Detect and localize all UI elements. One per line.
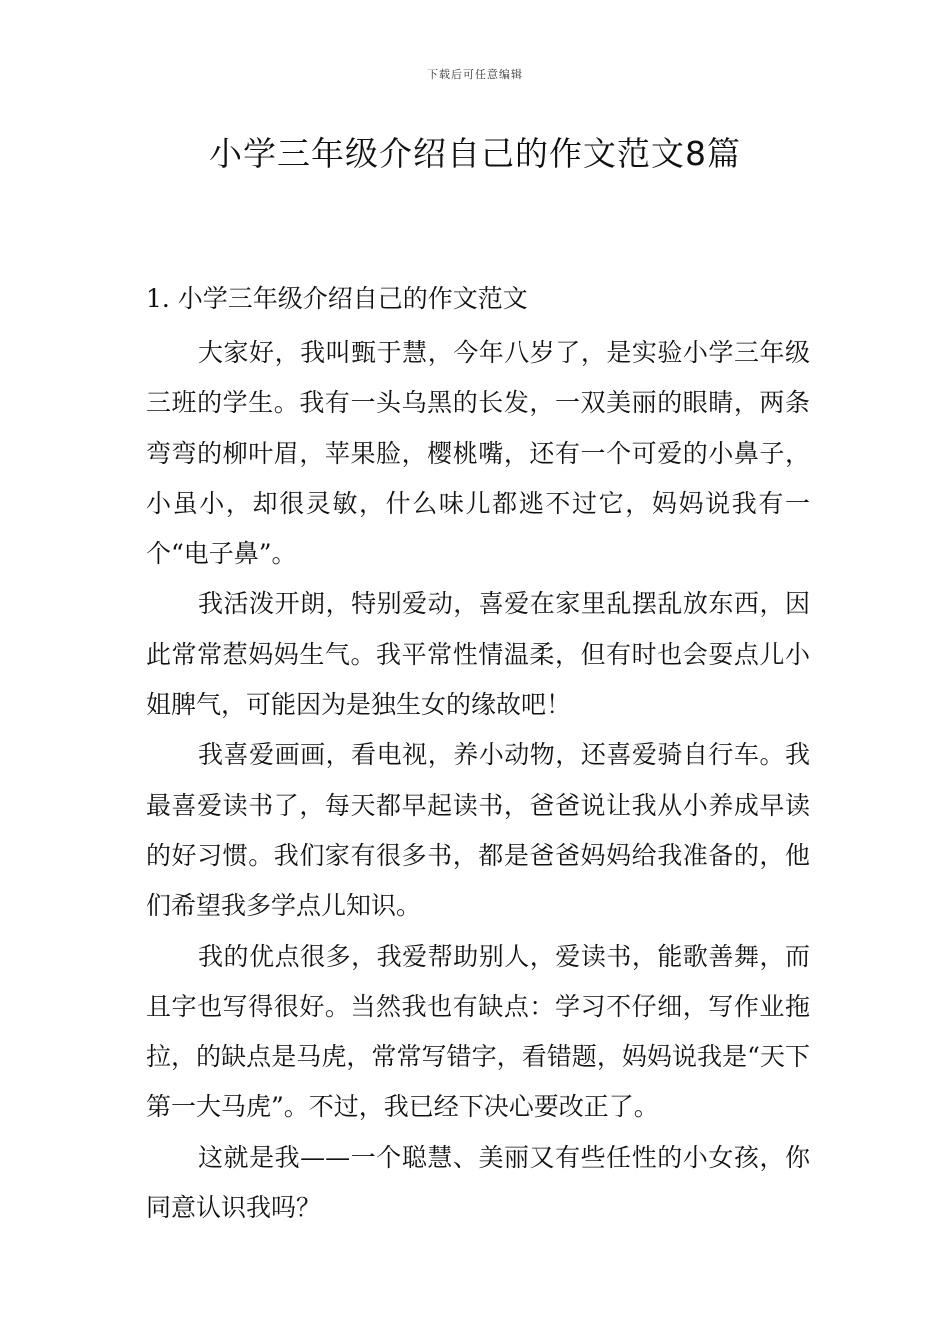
header-note: 下载后可任意编辑 xyxy=(427,68,523,81)
paragraph: 我喜爱画画，看电视，养小动物，还喜爱骑自行车。我最喜爱读书了，每天都早起读书，爸爸说让我从小养成早读的好习惯。我们家有很多书，都是爸爸妈妈给我准备的，他们希望我多学点儿知识。 xyxy=(146,740,810,921)
document-title: 小学三年级介绍自己的作文范文8篇 xyxy=(209,134,741,173)
essay-section xyxy=(146,280,810,1233)
paragraph: 大家好，我叫甄于慧，今年八岁了，是实验小学三年级三班的学生。我有一头乌黑的长发，一双美丽的眼睛，两条弯弯的柳叶眉，苹果脸，樱桃嘴，还有一个可爱的小鼻子，小虽小，却很灵敏，什么味儿都逃不过它，妈妈说我有一个“电子鼻”。 xyxy=(146,338,810,569)
section-heading: 1. 小学三年级介绍自己的作文范文 xyxy=(146,284,528,313)
paragraph: 我活泼开朗，特别爱动，喜爱在家里乱摆乱放东西，因此常常惹妈妈生气。我平常性情温柔，但有时也会耍点儿小姐脾气，可能因为是独生女的缘故吧！ xyxy=(146,589,810,720)
paragraph: 我的优点很多，我爱帮助别人，爱读书，能歌善舞，而且字也写得很好。当然我也有缺点：学习不仔细，写作业拖拉，的缺点是马虎，常常写错字，看错题，妈妈说我是“天下第一大马虎”。不过，我已经下决心要改正了。 xyxy=(146,941,810,1122)
paragraph: 这就是我——一个聪慧、美丽又有些任性的小女孩，你同意认识我吗？ xyxy=(146,1142,810,1223)
